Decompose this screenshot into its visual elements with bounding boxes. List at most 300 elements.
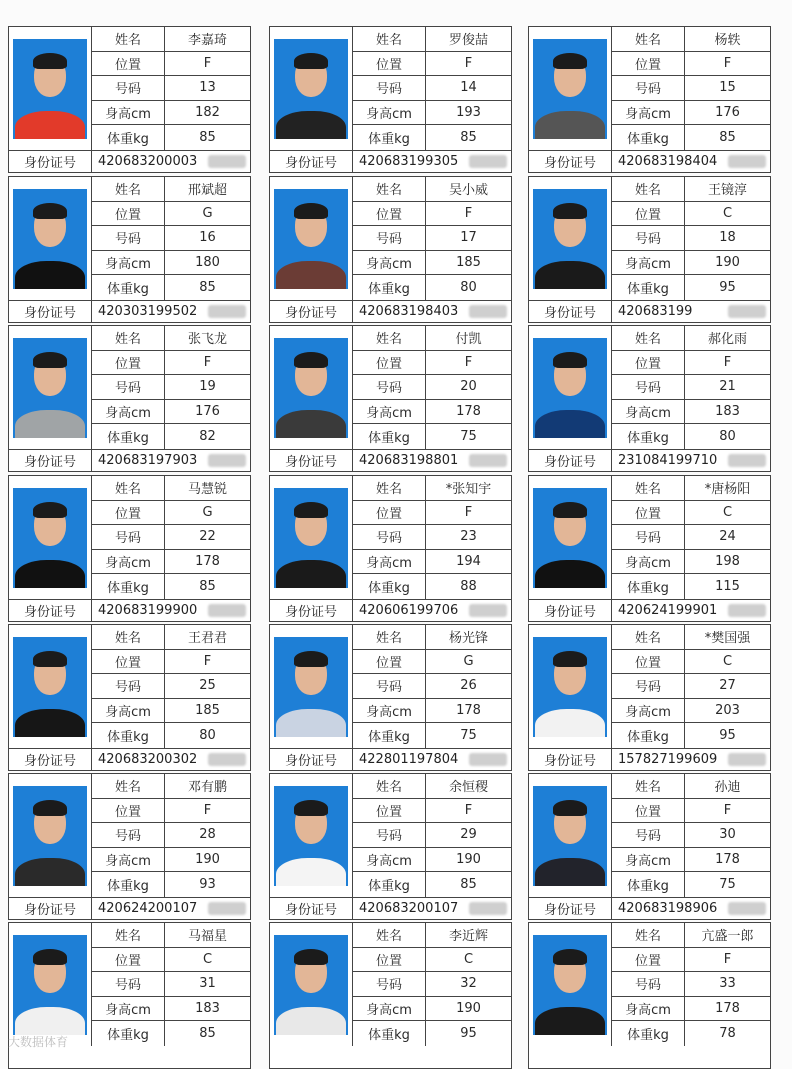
value-weight: 80 (460, 280, 477, 296)
value-id-number (92, 749, 250, 770)
value-name: *唐杨阳 (704, 482, 751, 498)
info-row-name (353, 476, 511, 501)
label-weight: 体重kg (353, 723, 426, 748)
info-row-weight (353, 424, 511, 449)
label-height: 身高cm (92, 848, 165, 872)
info-row-weight (612, 872, 770, 897)
info-row-weight (92, 723, 250, 748)
label-weight: 体重kg (92, 1021, 165, 1046)
label-weight: 体重kg (353, 872, 426, 897)
player-card (269, 773, 512, 920)
label-height: 身高cm (353, 101, 426, 125)
label-number: 号码 (612, 226, 685, 250)
info-row-position (612, 52, 770, 77)
id-number-text: 420683199305 (359, 154, 459, 169)
player-card (8, 624, 251, 771)
info-row-height (353, 997, 511, 1022)
info-row-height (612, 699, 770, 724)
player-info-table (352, 923, 511, 1046)
info-row-height (92, 848, 250, 873)
info-row-position (612, 948, 770, 973)
value-id-number (92, 151, 250, 172)
info-row-position (353, 650, 511, 675)
player-photo (270, 177, 352, 300)
player-photo (529, 774, 611, 897)
player-info-table (611, 476, 770, 599)
info-row-name (92, 27, 250, 52)
info-row-name (92, 923, 250, 948)
value-weight: 85 (460, 877, 477, 893)
info-row-name (612, 774, 770, 799)
player-photo (529, 476, 611, 599)
player-photo (270, 326, 352, 449)
label-weight: 体重kg (92, 872, 165, 897)
label-name: 姓名 (92, 476, 165, 500)
label-position: 位置 (353, 948, 426, 972)
player-info-table (352, 774, 511, 897)
info-row-weight (92, 872, 250, 897)
label-height: 身高cm (612, 848, 685, 872)
label-number: 号码 (353, 226, 426, 250)
info-row-name (612, 326, 770, 351)
shirt-shape (15, 410, 85, 438)
label-weight: 体重kg (92, 125, 165, 150)
label-number: 号码 (612, 525, 685, 549)
value-height: 178 (715, 852, 740, 868)
value-weight: 95 (460, 1026, 477, 1042)
info-row-name (353, 177, 511, 202)
label-name: 姓名 (92, 27, 165, 51)
info-row-number (353, 972, 511, 997)
label-height: 身高cm (353, 997, 426, 1021)
id-row (529, 300, 770, 322)
shirt-shape (276, 560, 346, 588)
player-card (528, 475, 771, 622)
label-position: 位置 (612, 202, 685, 226)
player-info-table (352, 27, 511, 150)
info-row-weight (612, 125, 770, 150)
info-row-height (612, 997, 770, 1022)
id-row (529, 748, 770, 770)
label-name: 姓名 (353, 177, 426, 201)
player-info-table (611, 625, 770, 748)
label-weight: 体重kg (612, 723, 685, 748)
info-row-position (353, 202, 511, 227)
value-weight: 85 (199, 130, 216, 146)
value-number: 23 (460, 529, 477, 545)
player-info-table (611, 27, 770, 150)
info-row-position (92, 799, 250, 824)
label-number: 号码 (353, 525, 426, 549)
id-row (270, 897, 511, 919)
value-height: 193 (456, 105, 481, 121)
label-name: 姓名 (612, 774, 685, 798)
info-row-position (353, 52, 511, 77)
info-row-position (92, 52, 250, 77)
label-number: 号码 (92, 823, 165, 847)
value-id-number (353, 749, 511, 770)
info-row-position (612, 650, 770, 675)
shirt-shape (15, 560, 85, 588)
value-name: 张飞龙 (187, 332, 227, 348)
id-number-text: 420683200302 (98, 752, 198, 767)
shirt-shape (535, 1007, 605, 1035)
info-row-number (612, 76, 770, 101)
player-card (269, 624, 512, 771)
value-height: 178 (195, 554, 220, 570)
player-card (528, 325, 771, 472)
value-name: 罗俊喆 (448, 33, 488, 49)
id-row (9, 599, 250, 621)
value-position: F (723, 354, 732, 370)
info-row-name (612, 27, 770, 52)
label-weight: 体重kg (353, 424, 426, 449)
player-info-table (91, 774, 250, 897)
value-position: C (463, 951, 474, 967)
id-number-text: 422801197804 (359, 752, 459, 767)
label-weight: 体重kg (92, 275, 165, 300)
info-row-height (612, 400, 770, 425)
player-card (8, 26, 251, 173)
value-weight: 75 (719, 877, 736, 893)
label-weight: 体重kg (353, 574, 426, 599)
info-row-number (612, 525, 770, 550)
value-number: 14 (460, 80, 477, 96)
player-info-table (91, 326, 250, 449)
info-row-name (92, 625, 250, 650)
info-row-weight (612, 723, 770, 748)
redaction-blur (728, 305, 766, 318)
label-height: 身高cm (92, 251, 165, 275)
shirt-shape (15, 709, 85, 737)
value-weight: 93 (199, 877, 216, 893)
redaction-blur (208, 753, 246, 766)
value-id-number (92, 898, 250, 919)
value-name: 亢盛一郎 (701, 929, 754, 945)
label-number: 号码 (92, 674, 165, 698)
redaction-blur (208, 454, 246, 467)
label-number: 号码 (612, 823, 685, 847)
label-number: 号码 (92, 226, 165, 250)
info-row-number (353, 226, 511, 251)
player-info-table (352, 625, 511, 748)
value-height: 190 (715, 255, 740, 271)
value-position: F (464, 354, 473, 370)
value-id-number (92, 301, 250, 322)
value-position: F (203, 354, 212, 370)
label-number: 号码 (353, 674, 426, 698)
label-id: 身份证号 (270, 301, 353, 322)
info-row-position (92, 948, 250, 973)
player-info-table (611, 923, 770, 1046)
info-row-height (353, 550, 511, 575)
value-id-number (353, 600, 511, 621)
player-card (528, 176, 771, 323)
value-number: 24 (719, 529, 736, 545)
info-row-position (612, 501, 770, 526)
redaction-blur (469, 155, 507, 168)
label-name: 姓名 (353, 774, 426, 798)
label-id: 身份证号 (529, 749, 612, 770)
value-name: 马福星 (187, 929, 227, 945)
label-id: 身份证号 (9, 749, 92, 770)
info-row-name (612, 923, 770, 948)
info-row-number (92, 226, 250, 251)
id-row (529, 897, 770, 919)
info-row-number (612, 375, 770, 400)
label-position: 位置 (612, 650, 685, 674)
value-name: 马慧锐 (187, 482, 227, 498)
player-card (528, 26, 771, 173)
shirt-shape (15, 261, 85, 289)
value-position: F (203, 802, 212, 818)
label-id: 身份证号 (9, 898, 92, 919)
label-position: 位置 (92, 202, 165, 226)
redaction-blur (728, 902, 766, 915)
id-number-text: 420683199 (618, 304, 693, 319)
label-number: 号码 (92, 525, 165, 549)
value-name: 付凯 (455, 332, 482, 348)
label-position: 位置 (92, 650, 165, 674)
info-row-weight (612, 424, 770, 449)
label-id: 身份证号 (270, 600, 353, 621)
label-height: 身高cm (92, 550, 165, 574)
label-height: 身高cm (353, 699, 426, 723)
id-number-text: 420683198801 (359, 453, 459, 468)
info-row-height (92, 997, 250, 1022)
value-weight: 80 (199, 728, 216, 744)
label-name: 姓名 (353, 27, 426, 51)
player-photo (529, 625, 611, 748)
label-height: 身高cm (612, 101, 685, 125)
redaction-blur (728, 155, 766, 168)
value-position: C (722, 653, 733, 669)
player-info-table (611, 774, 770, 897)
value-name: 邓有鹏 (187, 780, 227, 796)
label-number: 号码 (612, 76, 685, 100)
player-info-table (91, 625, 250, 748)
value-number: 31 (199, 976, 216, 992)
shirt-shape (15, 1007, 85, 1035)
info-row-weight (92, 275, 250, 300)
info-row-height (353, 848, 511, 873)
redaction-blur (728, 753, 766, 766)
player-photo (529, 923, 611, 1046)
id-number-text: 420606199706 (359, 603, 459, 618)
info-row-number (92, 76, 250, 101)
value-name: *张知宇 (445, 482, 492, 498)
value-name: 杨光锋 (448, 631, 488, 647)
id-number-text: 420683200107 (359, 901, 459, 916)
player-info-table (611, 177, 770, 300)
label-name: 姓名 (353, 326, 426, 350)
label-id: 身份证号 (9, 600, 92, 621)
info-row-weight (92, 125, 250, 150)
id-number-text: 420683198403 (359, 304, 459, 319)
info-row-number (353, 525, 511, 550)
player-card (528, 773, 771, 920)
value-number: 30 (719, 827, 736, 843)
shirt-shape (535, 111, 605, 139)
label-position: 位置 (612, 501, 685, 525)
label-name: 姓名 (92, 177, 165, 201)
player-info-table (352, 326, 511, 449)
value-name: 余恒稷 (448, 780, 488, 796)
info-row-name (92, 476, 250, 501)
label-number: 号码 (353, 76, 426, 100)
value-number: 17 (460, 230, 477, 246)
player-photo (529, 27, 611, 150)
value-number: 26 (460, 678, 477, 694)
info-row-height (92, 101, 250, 126)
value-number: 20 (460, 379, 477, 395)
player-card (269, 176, 512, 323)
value-weight: 95 (719, 280, 736, 296)
label-id: 身份证号 (529, 301, 612, 322)
label-height: 身高cm (353, 400, 426, 424)
label-weight: 体重kg (353, 125, 426, 150)
value-number: 33 (719, 976, 736, 992)
label-name: 姓名 (612, 326, 685, 350)
redaction-blur (208, 305, 246, 318)
label-height: 身高cm (612, 997, 685, 1021)
label-name: 姓名 (612, 625, 685, 649)
label-number: 号码 (353, 972, 426, 996)
id-row (270, 599, 511, 621)
player-photo (270, 774, 352, 897)
value-weight: 85 (460, 130, 477, 146)
label-position: 位置 (92, 799, 165, 823)
label-position: 位置 (612, 351, 685, 375)
shirt-shape (535, 709, 605, 737)
label-id: 身份证号 (9, 151, 92, 172)
value-position: F (464, 205, 473, 221)
value-position: F (723, 951, 732, 967)
info-row-position (612, 351, 770, 376)
redaction-blur (469, 604, 507, 617)
value-weight: 80 (719, 429, 736, 445)
info-row-height (92, 400, 250, 425)
player-info-table (91, 27, 250, 150)
value-position: G (202, 504, 213, 520)
value-position: F (203, 55, 212, 71)
value-height: 185 (195, 703, 220, 719)
value-id-number (612, 450, 770, 471)
label-number: 号码 (92, 972, 165, 996)
value-id-number (612, 151, 770, 172)
value-number: 25 (199, 678, 216, 694)
player-photo (9, 27, 91, 150)
value-height: 180 (195, 255, 220, 271)
label-position: 位置 (612, 948, 685, 972)
value-id-number (612, 301, 770, 322)
player-card (269, 26, 512, 173)
value-weight: 82 (199, 429, 216, 445)
value-position: F (723, 55, 732, 71)
value-id-number (612, 749, 770, 770)
value-number: 16 (199, 230, 216, 246)
shirt-shape (276, 111, 346, 139)
label-id: 身份证号 (529, 600, 612, 621)
value-weight: 85 (719, 130, 736, 146)
player-card (528, 922, 771, 1069)
label-name: 姓名 (353, 625, 426, 649)
info-row-height (353, 699, 511, 724)
info-row-position (612, 202, 770, 227)
value-weight: 75 (460, 728, 477, 744)
label-weight: 体重kg (92, 424, 165, 449)
info-row-height (92, 550, 250, 575)
player-card (8, 773, 251, 920)
label-number: 号码 (612, 674, 685, 698)
label-number: 号码 (612, 972, 685, 996)
value-number: 29 (460, 827, 477, 843)
info-row-number (353, 674, 511, 699)
info-row-name (353, 774, 511, 799)
value-id-number (612, 600, 770, 621)
label-id: 身份证号 (9, 301, 92, 322)
value-name: 李近辉 (448, 929, 488, 945)
id-number-text: 157827199609 (618, 752, 718, 767)
player-photo (270, 476, 352, 599)
value-number: 13 (199, 80, 216, 96)
value-number: 32 (460, 976, 477, 992)
shirt-shape (535, 858, 605, 886)
value-number: 28 (199, 827, 216, 843)
id-number-text: 420624200107 (98, 901, 198, 916)
info-row-position (92, 501, 250, 526)
id-row (529, 150, 770, 172)
value-height: 185 (456, 255, 481, 271)
label-number: 号码 (92, 375, 165, 399)
shirt-shape (15, 858, 85, 886)
shirt-shape (276, 709, 346, 737)
label-position: 位置 (92, 351, 165, 375)
label-position: 位置 (612, 52, 685, 76)
id-row (9, 150, 250, 172)
info-row-weight (353, 723, 511, 748)
value-id-number (353, 898, 511, 919)
info-row-name (612, 177, 770, 202)
value-number: 19 (199, 379, 216, 395)
value-height: 178 (456, 404, 481, 420)
player-info-table (352, 177, 511, 300)
value-weight: 95 (719, 728, 736, 744)
value-height: 194 (456, 554, 481, 570)
info-row-position (92, 650, 250, 675)
info-row-name (92, 326, 250, 351)
info-row-position (353, 351, 511, 376)
label-id: 身份证号 (529, 450, 612, 471)
player-card (528, 624, 771, 771)
id-row (9, 300, 250, 322)
value-name: 王镜淳 (707, 183, 747, 199)
shirt-shape (276, 858, 346, 886)
value-weight: 88 (460, 579, 477, 595)
shirt-shape (535, 560, 605, 588)
info-row-weight (92, 574, 250, 599)
value-weight: 78 (719, 1026, 736, 1042)
player-photo (9, 923, 91, 1046)
value-name: 杨轶 (714, 33, 741, 49)
value-number: 15 (719, 80, 736, 96)
info-row-number (612, 972, 770, 997)
id-row (9, 897, 250, 919)
player-photo (529, 177, 611, 300)
label-weight: 体重kg (612, 424, 685, 449)
label-name: 姓名 (612, 27, 685, 51)
label-position: 位置 (353, 351, 426, 375)
